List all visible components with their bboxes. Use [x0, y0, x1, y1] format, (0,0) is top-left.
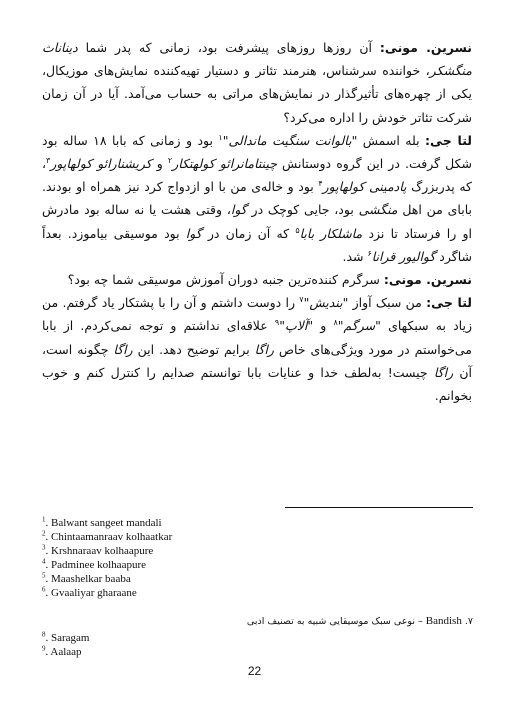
speaker-label: لتا جی: — [426, 295, 472, 311]
speaker-label: لتا جی: — [425, 132, 473, 148]
paragraph — [42, 291, 472, 407]
italic-term: گوا — [185, 225, 202, 241]
footnote-7-term: Bandish — [425, 615, 462, 627]
footnote-number: 3 — [42, 543, 46, 552]
text-run: بود و زمانی که بابا ۱۸ ساله بود شکل گرفت. در این گروه دوستانش — [42, 132, 472, 172]
italic-term: راگا — [254, 341, 274, 357]
footnote-7: ۷. Bandish – نوعی سبک موسیقایی شبیه به تصنیف ادبی — [246, 615, 473, 627]
footnote-7-num: ۷ — [467, 616, 473, 627]
footnote-ref: ۸ — [333, 318, 338, 328]
text-run: و — [151, 156, 168, 172]
text-run: چگونه است، آن — [42, 341, 472, 380]
text-run: برایم توضیح دهد. این — [132, 341, 255, 357]
paragraph — [42, 36, 472, 129]
footnote-text: . Padminee kolhaapure — [45, 559, 146, 571]
footnote-ref: ۵ — [295, 225, 300, 235]
footnote-ref: ۹ — [274, 318, 280, 328]
text-run: شد. — [342, 248, 368, 264]
page-number: 22 — [247, 664, 262, 678]
footnote-item — [42, 558, 342, 572]
text-run: من سبک آواز " — [342, 295, 427, 311]
italic-term: منگشی — [358, 202, 398, 218]
italic-term: چینتامانرائو کولهتکار — [172, 156, 277, 172]
footnote-text: . Krshnaraav kolhaapure — [45, 545, 154, 557]
footnote-text: . Saragam — [45, 632, 90, 644]
footnote-item — [42, 530, 342, 544]
text-run: ، وقتی هشت یا نه ساله بود مادرش او را فرستاد تا نزد — [42, 202, 472, 241]
footnote-text: . Maashelkar baaba — [45, 573, 131, 585]
footnote-ref: ۱ — [218, 132, 223, 142]
text-run: را دوست داشتم و آن را با پشتکار یاد گرفتم. من زیاد به سبکهای " — [42, 295, 473, 334]
text-run: " — [337, 318, 344, 334]
footnote-number: 8 — [42, 630, 46, 639]
footnote-number: 5 — [42, 571, 46, 580]
footnote-number: 1 — [42, 515, 46, 524]
text-run: که آن زمان در — [201, 225, 296, 241]
footnote-text: . Aalaap — [45, 646, 82, 658]
footnotes-bottom — [42, 631, 342, 659]
text-run: ، خواننده سرشناس، هنرمند تئاتر و دستیار تهیه‌کننده نمایش‌های موزیکال، یکی از چهره‌های تأثیرگذار در نمایش‌های مراتی به حساب می‌آمد. آیا در آن زمان شرکت تئاتر خودش را اداره می‌کرد؟ — [42, 63, 472, 125]
footnote-item — [42, 645, 342, 659]
paragraph — [42, 268, 472, 291]
footnote-number: 4 — [42, 557, 46, 566]
text-run: آن روزها روزهای پیشرفت بود، زمانی که پدر شما — [77, 40, 380, 55]
footnote-item — [42, 516, 342, 530]
text-run: و " — [307, 318, 334, 334]
footnote-ref: ۴ — [318, 179, 323, 189]
text-run: علاقه‌ای نداشتم و توجه نمی‌کردم. از بابا می‌خواستم در مورد ویژگی‌های خاص — [42, 318, 472, 357]
italic-term: آلاپ — [284, 318, 308, 334]
footnote-number: 9 — [42, 644, 46, 653]
italic-term: ماشلکار بابا — [299, 225, 363, 241]
text-run: " — [222, 132, 229, 148]
footnote-divider — [285, 507, 473, 508]
paragraph — [42, 129, 472, 268]
italic-term: دیناناث منگشکر — [42, 40, 472, 79]
italic-term: راگا — [433, 364, 454, 380]
text-run: " — [303, 295, 310, 311]
text-run: چیست! به‌لطف خدا و عنایات بابا توانستم صدایم را کنترل کنم و خوب بخوانم. — [42, 364, 472, 404]
footnote-ref: ۳ — [46, 155, 51, 165]
footnote-ref: ۷ — [299, 295, 304, 305]
text-run: بود، جایی کوچک در — [246, 202, 359, 218]
footnote-number: 2 — [42, 529, 46, 538]
italic-term: گوا — [230, 202, 247, 218]
footnote-text: . Chintaamanraav kolhaatkar — [45, 531, 173, 543]
italic-term: سرگم — [343, 318, 376, 334]
speaker-label: نسرین. مونی: — [383, 272, 472, 288]
footnote-item — [42, 586, 342, 600]
text-run: بود موسیقی بیاموزد. بعداً شاگرد — [42, 225, 472, 264]
italic-term: پادمینی کولهاپور — [322, 179, 407, 195]
footnote-ref: ۲ — [167, 155, 173, 165]
footnote-item — [42, 572, 342, 586]
text-run: " — [279, 318, 285, 334]
article-body — [42, 36, 472, 407]
text-run: سرگرم کننده‌ترین جنبه دوران آموزش موسیقی شما چه بود؟ — [67, 272, 384, 288]
footnote-text: . Gvaaliyar gharaane — [45, 587, 137, 599]
text-run: بود و خاله‌ی من با او ازدواج کرد نیز همراه او بودند. بابای من اهل — [42, 179, 472, 218]
footnote-item — [42, 544, 342, 558]
italic-term: راگا — [113, 341, 133, 357]
footnote-ref: ۶ — [367, 248, 372, 258]
text-run: بله اسمش " — [351, 132, 426, 148]
footnotes-top — [42, 516, 342, 600]
italic-term: گوالیور قرانا — [371, 248, 436, 264]
footnote-number: 6 — [42, 585, 46, 594]
italic-term: بالوانت سنگیت ماندالی — [228, 132, 352, 148]
speaker-label: نسرین. مونی: — [379, 40, 472, 55]
italic-term: کریشنارائو کولهاپور — [50, 156, 152, 172]
italic-term: بندیش — [309, 295, 343, 311]
footnote-7-text: – نوعی سبک موسیقایی شبیه به تصنیف ادبی — [246, 616, 426, 627]
footnote-item — [42, 631, 342, 645]
footnote-text: . Balwant sangeet mandali — [45, 517, 162, 529]
text-run: ، که پدربزرگ — [42, 156, 472, 195]
